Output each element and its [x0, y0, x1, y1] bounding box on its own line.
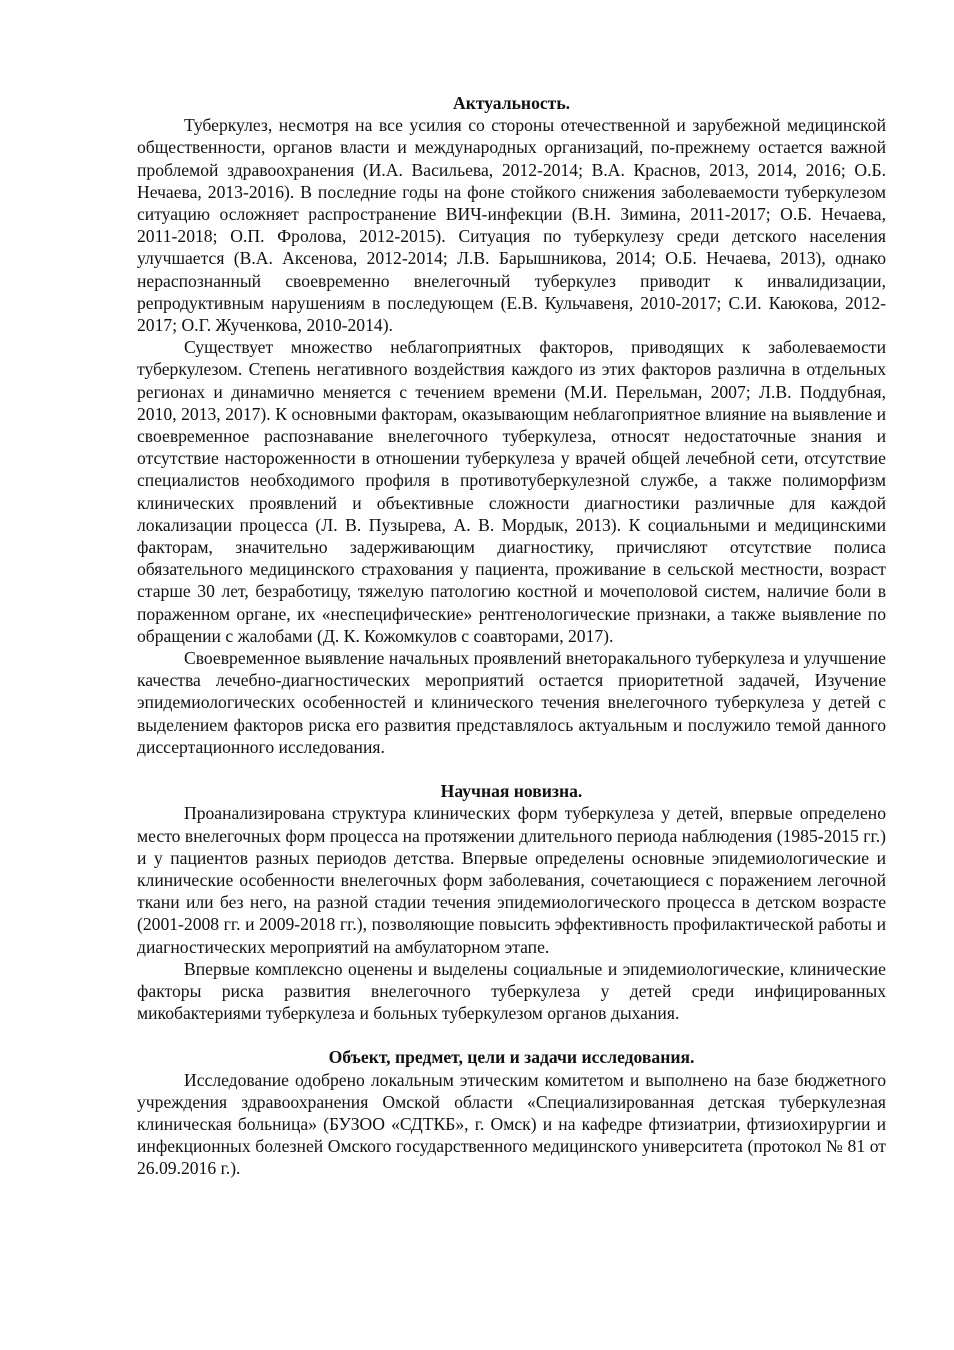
- paragraph: Исследование одобрено локальным этическим комитетом и выполнено на базе бюджетного учреждения здравоохранения Омской области «Специализированная детская туберкулезная клиническая больница» (БУЗОО «СДТКБ», г. Омск) и на кафедре фтизиатрии, фтизиохирургии и инфекционных болезней Омского государственного медицинского университета (протокол № 81 от 26.09.2016 г.).: [137, 1069, 886, 1179]
- section-heading: Научная новизна.: [440, 781, 583, 802]
- paragraph: Своевременное выявление начальных проявлений внеторакального туберкулеза и улучшение качества лечебно-диагностических мероприятий остается приоритетной задачей, Изучение эпидемиологических особенностей и клинического течения внелегочного туберкулеза у детей с выделением факторов риска его развития представлялось актуальным и послужило темой данного диссертационного исследования.: [137, 648, 886, 757]
- paragraph: Впервые комплексно оценены и выделены социальные и эпидемиологические, клинические факторы риска развития внелегочного туберкулеза у детей среди инфицированных микобактериями туберкулеза и больных туберкулезом органов дыхания.: [137, 958, 886, 1024]
- section-heading: Актуальность.: [452, 93, 571, 113]
- document-page: [137, 92, 886, 1180]
- section-novelty: [137, 780, 886, 1024]
- section-spacer: [137, 758, 886, 780]
- section-spacer: [137, 1024, 886, 1046]
- section-heading: Объект, предмет, цели и задачи исследования.: [328, 1047, 695, 1068]
- paragraph: Существует множество неблагоприятных факторов, приводящих к заболеваемости туберкулезом. Степень негативного воздействия каждого из этих факторов различна в отдельных регионах и динамично меняется с течением времени (М.И. Перельман, 2007; Л.В. Поддубная, 2010, 2013, 2017). К основными факторам, оказывающим неблагоприятное влияние на выявление и своевременное распознавание внелегочного туберкулеза, относят недостаточные знания и отсутствие настороженности в отношении туберкулеза у врачей общей лечебной сети, отсутствие специалистов необходимого профиля в противотуберкулезной службе, а также полиморфизм клинических проявлений и объективные сложности диагностики различные для каждой локализации процесса (Л. В. Пузырева, А. В. Мордык, 2013). К социальными и медицинскими факторам, значительно задерживающим диагностику, причисляют отсутствие полиса обязательного медицинского страхования у пациента, проживание в сельской местности, возраст старше 30 лет, безработицу, тяжелую патологию костной и мочеполовой систем, наличие боли в пораженном органе, их «неспецифические» рентгенологические признаки, а также выявление по обращении с жалобами (Д. К. Кожомкулов с соавторами, 2017).: [137, 337, 886, 646]
- paragraph: Проанализирована структура клинических форм туберкулеза у детей, впервые определено место внелегочных форм процесса на протяжении длительного периода наблюдения (1985-2015 гг.) и у пациентов разных периодов детства. Впервые определены основные эпидемиологические и клинические особенности внелегочных форм заболевания, сочетающиеся с поражением легочной ткани или без него, на разной стадии течения эпидемиологического процесса в детском возрасте (2001-2008 гг. и 2009-2018 гг.), позволяющие повысить эффективность профилактической работы и диагностических мероприятий на амбулаторном этапе.: [137, 803, 886, 957]
- section-relevance: [137, 92, 886, 758]
- paragraph: Туберкулез, несмотря на все усилия со стороны отечественной и зарубежной медицинской общественности, органов власти и международных организаций, по-прежнему остается важной проблемой здравоохранения (И.А. Васильева, 2012-2014; В.А. Краснов, 2013, 2014, 2016; О.Б. Нечаева, 2013-2016). В последние годы на фоне стойкого снижения заболеваемости туберкулезом ситуацию осложняет распространение ВИЧ-инфекции (В.Н. Зимина, 2011-2017; О.Б. Нечаева, 2011-2018; О.П. Фролова, 2012-2015). Ситуация по туберкулезу среди детского населения улучшается (В.А. Аксенова, 2012-2014; Л.В. Барышникова, 2014; О.Б. Нечаева, 2013), однако нераспознанный своевременно внелегочный туберкулез приводит к инвалидизации, репродуктивным нарушениям в последующем (Е.В. Кульчавеня, 2010-2017; С.И. Каюкова, 2012-2017; О.Г. Жученкова, 2010-2014).: [137, 115, 886, 336]
- section-object-goals: [137, 1046, 886, 1179]
